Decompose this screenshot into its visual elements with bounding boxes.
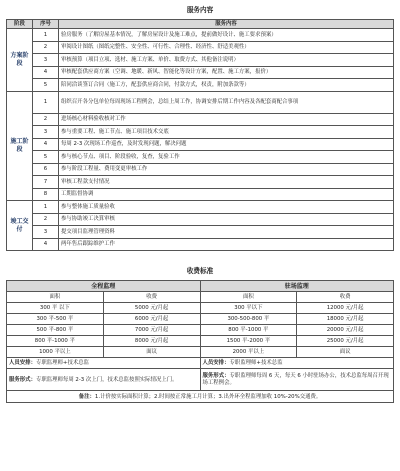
row-content: 两年售后跟踪维护工作 (59, 238, 394, 251)
full-area-cell: 800 平-1000 平 (7, 336, 104, 347)
row-content: 审阅设计图纸（图纸完整性、安全性、可行性、合理性、经济性、舒适美观性） (59, 41, 394, 54)
table-row (7, 126, 394, 139)
table-row (7, 213, 394, 226)
site-fee-cell: 25000 元/月起 (297, 336, 394, 347)
site-staff-cell (200, 358, 394, 369)
table-row (7, 91, 394, 113)
table-row (7, 226, 394, 239)
header-site-area: 面积 (200, 292, 297, 303)
table-row (7, 66, 394, 79)
table-row (7, 54, 394, 67)
row-number: 2 (33, 213, 59, 226)
header-full-fee: 收费 (103, 292, 200, 303)
stage-label-delivery: 竣工交付 (7, 201, 33, 251)
site-area-cell: 300-500-800 平 (200, 314, 297, 325)
site-fee-cell: 18000 元/月起 (297, 314, 394, 325)
full-area-cell: 300 平 以下 (7, 303, 104, 314)
row-content: 审核配套供应商方案（空调、地暖、新风、智能化等设计方案，配置、施工方案，报价） (59, 66, 394, 79)
row-number: 1 (33, 201, 59, 214)
stage-label-plan: 方案阶段 (7, 29, 33, 92)
row-content: 验房服务（了解房屋基本情况，了解房屋设计及施工难点，提前做好设计、施工要求预案） (59, 29, 394, 42)
site-area-cell: 2000 平以上 (200, 347, 297, 358)
row-content: 参与整体施工质量验收 (59, 201, 394, 214)
full-staff-text: 专职监理师+技术总监 (35, 360, 90, 367)
table-row (7, 138, 394, 151)
row-content: 参与阶段工程量、费用变更审核工作 (59, 163, 394, 176)
row-number: 2 (33, 41, 59, 54)
fee-table (6, 280, 394, 403)
row-number: 3 (33, 54, 59, 67)
note-cell (7, 391, 394, 403)
table-row (7, 151, 394, 164)
site-area-cell: 300 平以下 (200, 303, 297, 314)
note-label: 备注： (78, 393, 95, 400)
table-row (7, 347, 394, 358)
service-header-row (7, 20, 394, 29)
service-form-row (7, 369, 394, 391)
full-fee-cell: 5000 元/月起 (103, 303, 200, 314)
table-row (7, 163, 394, 176)
row-content: 进场核心材料验收核对工作 (59, 113, 394, 126)
row-number: 1 (33, 91, 59, 113)
table-row (7, 79, 394, 92)
row-content: 组织召开各分包单位每周现场工程例会，总结上周工作，协调安排后期工作内容及各配套商配合事项 (59, 91, 394, 113)
row-content: 参与核心节点、项目、阶段验收，复查，复验工作 (59, 151, 394, 164)
full-staff-label: 人员安排： (9, 360, 36, 367)
service-table (6, 19, 394, 251)
header-site-supervision: 驻场监理 (200, 281, 394, 292)
site-area-cell: 800 平-1000 平 (200, 325, 297, 336)
site-service-form-label: 服务形式： (202, 373, 230, 380)
staff-row (7, 358, 394, 369)
full-fee-cell: 6000 元/月起 (103, 314, 200, 325)
table-row (7, 314, 394, 325)
full-fee-cell: 8000 元/月起 (103, 336, 200, 347)
table-row (7, 336, 394, 347)
full-fee-cell: 面议 (103, 347, 200, 358)
full-area-cell: 500 平-800 平 (7, 325, 104, 336)
fee-top-header-row (7, 281, 394, 292)
site-service-form-text: 专职监理师每周 6 天，每天 6 小时驻场办公，技术总监每周召开现场工程例会。 (202, 373, 389, 386)
header-full-supervision: 全程监理 (7, 281, 201, 292)
row-number: 6 (33, 163, 59, 176)
row-number: 4 (33, 66, 59, 79)
row-number: 2 (33, 113, 59, 126)
table-row (7, 303, 394, 314)
fee-section-title: 收费标准 (186, 267, 214, 276)
note-row (7, 391, 394, 403)
row-number: 1 (33, 29, 59, 42)
table-row (7, 41, 394, 54)
row-content: 审核预算（项目立项、选材、施工方案、单价、取费方式、其他备注说明） (59, 54, 394, 67)
row-number: 8 (33, 188, 59, 201)
full-fee-cell: 7000 元/月起 (103, 325, 200, 336)
service-section-title: 服务内容 (186, 6, 214, 14)
row-number: 4 (33, 138, 59, 151)
fee-sub-header-row (7, 292, 394, 303)
header-site-fee: 收费 (297, 292, 394, 303)
site-service-form-cell (200, 369, 394, 391)
stage-label-construction: 施工阶段 (7, 91, 33, 201)
row-content: 提交项目监理管理资料 (59, 226, 394, 239)
table-row (7, 113, 394, 126)
row-number: 7 (33, 176, 59, 189)
row-number: 3 (33, 126, 59, 139)
header-content: 服务内容 (59, 20, 394, 29)
row-content: 审核工程款支付情况 (59, 176, 394, 189)
table-row (7, 201, 394, 214)
site-staff-label: 人员安排： (202, 360, 230, 367)
header-stage: 阶段 (7, 20, 33, 29)
row-number: 5 (33, 151, 59, 164)
table-row (7, 325, 394, 336)
full-service-form-cell (7, 369, 201, 391)
row-number: 5 (33, 79, 59, 92)
row-number: 4 (33, 238, 59, 251)
table-row (7, 188, 394, 201)
site-staff-text: 专职监理师+技术总监 (229, 360, 283, 367)
full-service-form-text: 专职监理师每周 2-3 次上门，技术总监按照实际情况上门。 (35, 376, 178, 383)
table-row (7, 238, 394, 251)
row-content: 每周 2-3 次现场工作巡查，及时发现问题，解决问题 (59, 138, 394, 151)
full-staff-cell (7, 358, 201, 369)
table-row (7, 176, 394, 189)
full-area-cell: 1000 平以上 (7, 347, 104, 358)
full-area-cell: 300 平-500 平 (7, 314, 104, 325)
site-fee-cell: 20000 元/月起 (297, 325, 394, 336)
site-fee-cell: 12000 元/月起 (297, 303, 394, 314)
header-full-area: 面积 (7, 292, 104, 303)
row-content: 参与协助竣工决算审核 (59, 213, 394, 226)
row-content: 参与重要工程、施工节点、施工项目技术交底 (59, 126, 394, 139)
full-service-form-label: 服务形式： (9, 376, 36, 383)
note-text: 1.计价按实际面积计算；2.时间按正常施工月计算；3.出外环全程监理加收 10%-20%交通费。 (94, 393, 322, 400)
table-row (7, 29, 394, 42)
row-content: 工期监督协调 (59, 188, 394, 201)
header-no: 序号 (33, 20, 59, 29)
site-fee-cell: 面议 (297, 347, 394, 358)
site-area-cell: 1500 平-2000 平 (200, 336, 297, 347)
row-content: 陪同洽谈签订合同（施工方，配套供应商合同，付款方式，权责，附加条款等） (59, 79, 394, 92)
row-number: 3 (33, 226, 59, 239)
